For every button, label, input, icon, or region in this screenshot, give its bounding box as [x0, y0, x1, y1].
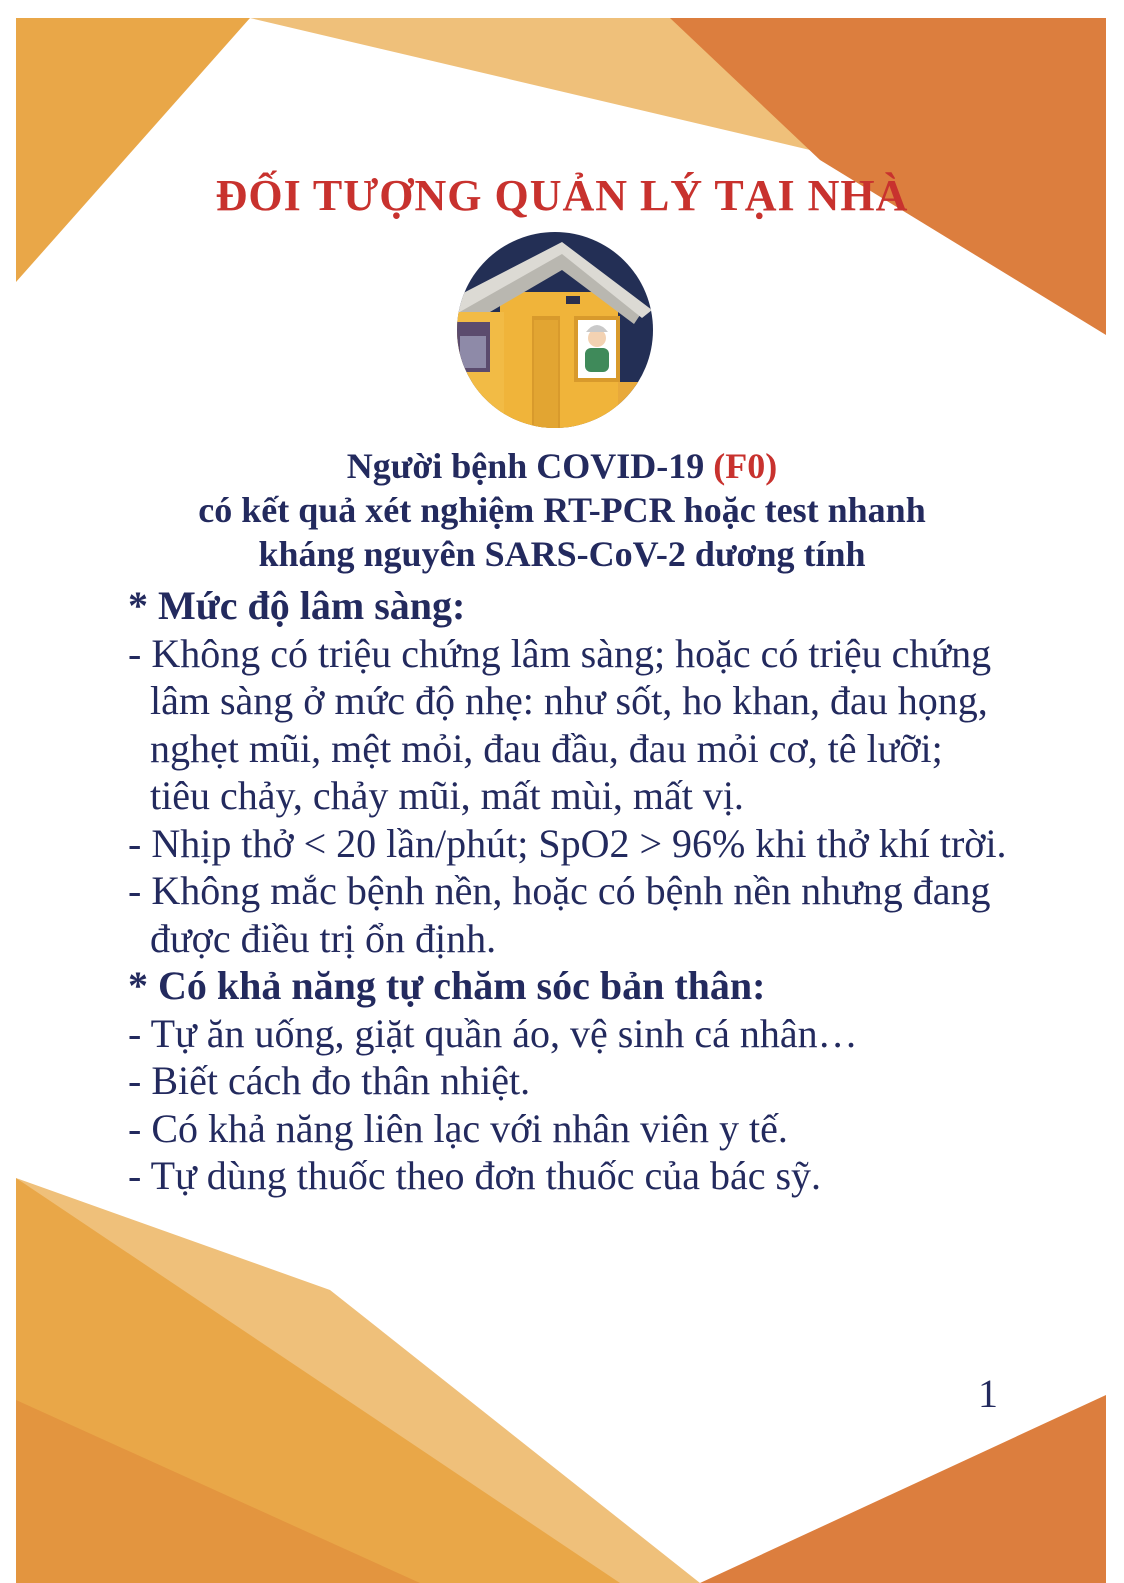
corner-shape — [700, 1395, 1106, 1583]
list-item: - Tự dùng thuốc theo đơn thuốc của bác sỹ. — [128, 1153, 822, 1198]
subtitle-accent: (F0) — [713, 446, 778, 486]
subtitle-line — [0, 444, 1124, 488]
subtitle — [0, 444, 1124, 576]
content — [128, 582, 1008, 1200]
subtitle-line: có kết quả xét nghiệm RT-PCR hoặc test nhanh — [198, 490, 926, 530]
subtitle-line: kháng nguyên SARS-CoV-2 dương tính — [258, 534, 866, 574]
section-heading: * Có khả năng tự chăm sóc bản thân: — [128, 963, 766, 1008]
section-heading: * Mức độ lâm sàng: — [128, 583, 466, 628]
page-number: 1 — [978, 1371, 998, 1416]
list-item: - Không mắc bệnh nền, hoặc có bệnh nền nhưng đang được điều trị ổn định. — [128, 868, 991, 961]
house-with-person-icon — [442, 232, 668, 428]
corner-shape — [16, 18, 250, 282]
subtitle-text: Người bệnh COVID-19 — [346, 446, 714, 486]
page-title: ĐỐI TƯỢNG QUẢN LÝ TẠI NHÀ — [215, 171, 909, 220]
list-item: - Biết cách đo thân nhiệt. — [128, 1058, 531, 1103]
list-item: - Nhịp thở < 20 lần/phút; SpO2 > 96% khi thở khí trời. — [128, 820, 1007, 866]
list-item: - Không có triệu chứng lâm sàng; hoặc có triệu chứng lâm sàng ở mức độ nhẹ: như sốt, ho khan, đau họng, nghẹt mũi, mệt mỏi, đau đầu, đau mỏi cơ, tê lưỡi; tiêu chảy, chảy mũi, mất mùi, mất vị. — [128, 630, 992, 818]
list-item: - Có khả năng liên lạc với nhân viên y tế. — [128, 1105, 788, 1151]
list-item: - Tự ăn uống, giặt quần áo, vệ sinh cá nhân… — [128, 1010, 858, 1056]
